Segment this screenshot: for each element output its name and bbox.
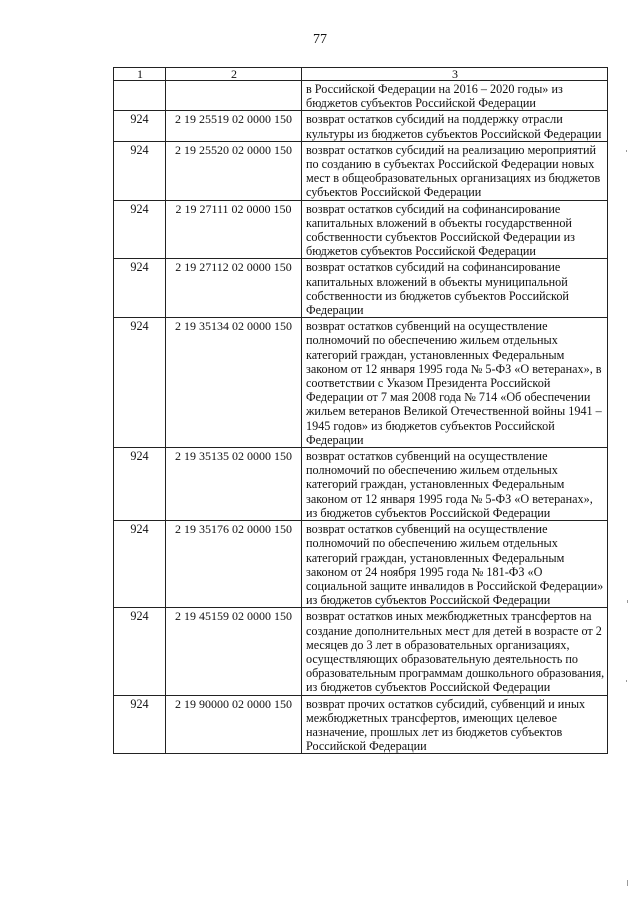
page-number: 77	[313, 32, 327, 47]
budget-classification-code-cell: 2 19 35135 02 0000 150	[166, 448, 302, 521]
admin-code-cell: 924	[114, 448, 166, 521]
description-cell: возврат остатков субвенций на осуществление полномочий по обеспечению жильем отдельных категорий граждан, установленных Федеральным законом от 12 января 1995 года № 5-ФЗ «О ветеранах», в соответствии с Указом Президента Российской Федерации от 7 мая 2008 года № 714 «Об обеспечении жильем ветеранов Великой Отечественной войны 1941 – 1945 годов» из бюджетов субъектов Российской Федерации	[302, 318, 608, 448]
table-row	[114, 259, 608, 318]
table-row	[114, 111, 608, 141]
table-row	[114, 448, 608, 521]
budget-classification-code-cell: 2 19 45159 02 0000 150	[166, 608, 302, 695]
description-cell: возврат остатков субвенций на осуществление полномочий по обеспечению жильем отдельных категорий граждан, установленных Федеральным законом от 24 ноября 1995 года № 181-ФЗ «О социальной защите инвалидов в Российской Федерации» из бюджетов субъектов Российской Федерации	[302, 521, 608, 608]
description-cell: возврат остатков субсидий на софинансирование капитальных вложений в объекты государственной собственности субъектов Российской Федерации из бюджетов субъектов Российской Федерации	[302, 200, 608, 259]
table-row	[114, 81, 608, 111]
budget-classification-code-cell: 2 19 35134 02 0000 150	[166, 318, 302, 448]
table-row	[114, 608, 608, 695]
description-cell: возврат остатков субвенций на осуществление полномочий по обеспечению жильем отдельных категорий граждан, установленных Федеральным законом от 12 января 1995 года № 5-ФЗ «О ветеранах», из бюджетов субъектов Российской Федерации	[302, 448, 608, 521]
table-row	[114, 695, 608, 754]
column-header-1: 1	[114, 68, 166, 81]
description-cell: возврат остатков субсидий на поддержку отрасли культуры из бюджетов субъектов Российской Федерации	[302, 111, 608, 141]
admin-code-cell: 924	[114, 318, 166, 448]
description-cell: в Российской Федерации на 2016 – 2020 годы» из бюджетов субъектов Российской Федерации	[302, 81, 608, 111]
table-row	[114, 521, 608, 608]
description-cell: возврат остатков субсидий на реализацию мероприятий по созданию в субъектах Российской Федерации новых мест в общеобразовательных организациях из бюджетов субъектов Российской Федерации	[302, 141, 608, 200]
admin-code-cell: 924	[114, 608, 166, 695]
budget-codes-table	[113, 67, 608, 754]
admin-code-cell: 924	[114, 521, 166, 608]
admin-code-cell: 924	[114, 200, 166, 259]
budget-classification-code-cell: 2 19 27111 02 0000 150	[166, 200, 302, 259]
budget-classification-code-cell: 2 19 25520 02 0000 150	[166, 141, 302, 200]
budget-classification-code-cell	[166, 81, 302, 111]
header-row	[114, 68, 608, 81]
table-row	[114, 200, 608, 259]
admin-code-cell: 924	[114, 259, 166, 318]
table-body	[114, 81, 608, 754]
table-row	[114, 141, 608, 200]
budget-codes-table-container	[113, 67, 607, 754]
scan-artifact	[626, 680, 627, 682]
admin-code-cell: 924	[114, 111, 166, 141]
budget-classification-code-cell: 2 19 35176 02 0000 150	[166, 521, 302, 608]
scan-artifact	[627, 880, 628, 886]
scan-artifact	[627, 600, 628, 603]
admin-code-cell	[114, 81, 166, 111]
description-cell: возврат остатков субсидий на софинансирование капитальных вложений в объекты муниципальной собственности из бюджетов субъектов Российской Федерации	[302, 259, 608, 318]
column-header-3: 3	[302, 68, 608, 81]
column-header-2: 2	[166, 68, 302, 81]
description-cell: возврат прочих остатков субсидий, субвенций и иных межбюджетных трансфертов, имеющих целевое назначение, прошлых лет из бюджетов субъектов Российской Федерации	[302, 695, 608, 754]
budget-classification-code-cell: 2 19 27112 02 0000 150	[166, 259, 302, 318]
description-cell: возврат остатков иных межбюджетных трансфертов на создание дополнительных мест для детей в возрасте от 2 месяцев до 3 лет в образовательных организациях, осуществляющих образовательную деятельность по образовательным программам дошкольного образования, из бюджетов субъектов Российской Федерации	[302, 608, 608, 695]
admin-code-cell: 924	[114, 141, 166, 200]
budget-classification-code-cell: 2 19 90000 02 0000 150	[166, 695, 302, 754]
budget-classification-code-cell: 2 19 25519 02 0000 150	[166, 111, 302, 141]
table-row	[114, 318, 608, 448]
admin-code-cell: 924	[114, 695, 166, 754]
scan-artifact	[626, 150, 627, 152]
